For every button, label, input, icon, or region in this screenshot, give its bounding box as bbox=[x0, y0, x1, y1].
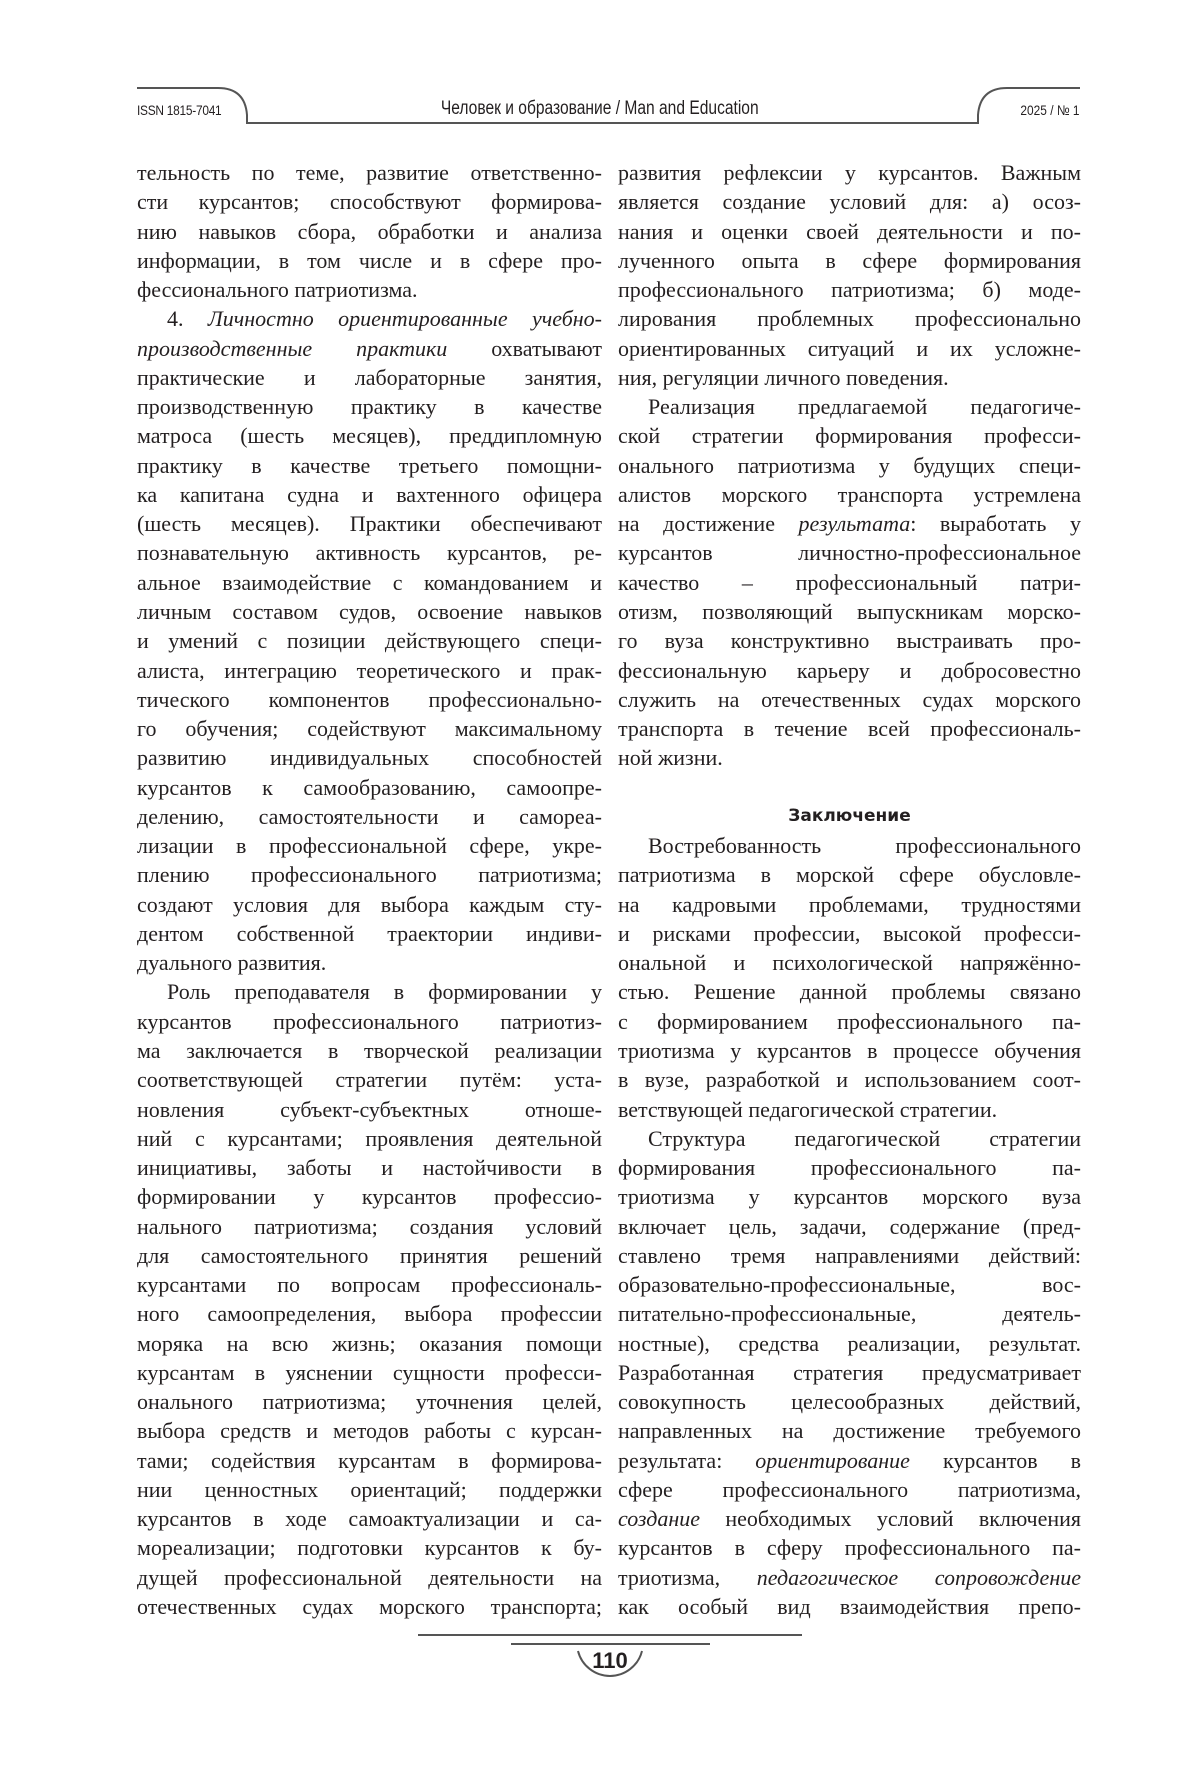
text-line: ного самоопределения, выбора профессии bbox=[137, 1299, 602, 1328]
text-line: инициативы, заботы и настойчивости в bbox=[137, 1153, 602, 1182]
text-line: альное взаимодействие с командованием и bbox=[137, 568, 602, 597]
text-line: го обучения; содействуют максимальному bbox=[137, 714, 602, 743]
text-line: нии ценностных ориентаций; поддержки bbox=[137, 1475, 602, 1504]
text-line bbox=[618, 773, 1081, 802]
italic-text: ориентирование bbox=[755, 1448, 910, 1473]
text-line: практические и лабораторные занятия, bbox=[137, 363, 602, 392]
text-line: курсантами по вопросам профессиональ- bbox=[137, 1270, 602, 1299]
text-line: курсантов профессионального патриотиз- bbox=[137, 1007, 602, 1036]
text-line: дущей профессиональной деятельности на bbox=[137, 1563, 602, 1592]
text-line: моряка на всю жизнь; оказания помощи bbox=[137, 1329, 602, 1358]
text-line: и умений с позиции действующего специ- bbox=[137, 626, 602, 655]
text-line bbox=[618, 509, 1081, 538]
text-line: ориентированных ситуаций и их усложне- bbox=[618, 334, 1081, 363]
issn: ISSN 1815-7041 bbox=[137, 102, 221, 118]
text-run: курсантов в bbox=[910, 1448, 1081, 1473]
journal-title-text: Человек и образование / Man and Education bbox=[441, 98, 759, 120]
text-line: образовательно-профессиональные, вос- bbox=[618, 1270, 1081, 1299]
text-line: питательно-профессиональные, деятель- bbox=[618, 1299, 1081, 1328]
text-line: алиста, интеграцию теоретического и прак- bbox=[137, 656, 602, 685]
text-run: триотизма, bbox=[618, 1565, 757, 1590]
italic-text: производственные практики bbox=[137, 336, 447, 361]
text-line: для самостоятельного принятия решений bbox=[137, 1241, 602, 1270]
text-run: 4. bbox=[167, 306, 208, 331]
text-line: Структура педагогической стратегии bbox=[618, 1124, 1081, 1153]
text-line: формировании у курсантов профессио- bbox=[137, 1182, 602, 1211]
text-line: развитию индивидуальных способностей bbox=[137, 743, 602, 772]
text-line bbox=[137, 334, 602, 363]
text-line: (шесть месяцев). Практики обеспечивают bbox=[137, 509, 602, 538]
page-number: 110 bbox=[570, 1648, 650, 1674]
text-line: лизации в профессиональной сфере, укре- bbox=[137, 831, 602, 860]
text-line: курсантов в ходе самоактуализации и са- bbox=[137, 1504, 602, 1533]
text-run: необходимых условий включения bbox=[700, 1506, 1081, 1531]
text-line: тельность по теме, развитие ответственно- bbox=[137, 158, 602, 187]
text-line: ставлено тремя направлениями действий: bbox=[618, 1241, 1081, 1270]
text-line: как особый вид взаимодействия препо- bbox=[618, 1592, 1081, 1621]
left-column bbox=[137, 158, 602, 1621]
text-line: Реализация предлагаемой педагогиче- bbox=[618, 392, 1081, 421]
text-line: качество – профессиональный патри- bbox=[618, 568, 1081, 597]
text-line: транспорта в течение всей профессиональ- bbox=[618, 714, 1081, 743]
text-line: информации, в том числе и в сфере про- bbox=[137, 246, 602, 275]
text-line: курсантов в сферу профессионального па- bbox=[618, 1533, 1081, 1562]
text-line: курсантов к самообразованию, самоопре- bbox=[137, 773, 602, 802]
text-line: личным составом судов, освоение навыков bbox=[137, 597, 602, 626]
text-run: : выработать у bbox=[910, 511, 1081, 536]
text-line: делению, самостоятельности и самореа- bbox=[137, 802, 602, 831]
text-line: курсантам в уяснении сущности професси- bbox=[137, 1358, 602, 1387]
text-line: онального патриотизма у будущих специ- bbox=[618, 451, 1081, 480]
text-line: тами; содействия курсантам в формирова- bbox=[137, 1446, 602, 1475]
text-run: охватывают bbox=[447, 336, 602, 361]
italic-text: результата bbox=[799, 511, 911, 536]
text-line: ской стратегии формирования професси- bbox=[618, 421, 1081, 450]
text-line: мореализации; подготовки курсантов к бу- bbox=[137, 1533, 602, 1562]
text-line: ний с курсантами; проявления деятельной bbox=[137, 1124, 602, 1153]
italic-text: создание bbox=[618, 1506, 700, 1531]
text-line: ния, регуляции личного поведения. bbox=[618, 363, 1081, 392]
text-line bbox=[618, 1563, 1081, 1592]
issue-number: 2025 / № 1 bbox=[1021, 102, 1080, 118]
text-line: курсантов личностно-профессиональное bbox=[618, 538, 1081, 567]
text-line: ональной и психологической напряжённо- bbox=[618, 948, 1081, 977]
text-line: дуального развития. bbox=[137, 948, 602, 977]
text-line: сфере профессионального патриотизма, bbox=[618, 1475, 1081, 1504]
text-line: сти курсантов; способствуют формирова- bbox=[137, 187, 602, 216]
section-heading: Заключение bbox=[618, 802, 1081, 831]
text-line: нания и оценки своей деятельности и по- bbox=[618, 217, 1081, 246]
text-line: стью. Решение данной проблемы связано bbox=[618, 977, 1081, 1006]
text-line: ностные), средства реализации, результат. bbox=[618, 1329, 1081, 1358]
text-line: в вузе, разработкой и использованием соот- bbox=[618, 1065, 1081, 1094]
text-line: отизм, позволяющий выпускникам морско- bbox=[618, 597, 1081, 626]
text-line: Разработанная стратегия предусматривает bbox=[618, 1358, 1081, 1387]
text-line: ка капитана судна и вахтенного офицера bbox=[137, 480, 602, 509]
text-line: включает цель, задачи, содержание (пред- bbox=[618, 1212, 1081, 1241]
italic-text: педагогическое сопровождение bbox=[757, 1565, 1081, 1590]
text-line: на кадровыми проблемами, трудностями bbox=[618, 890, 1081, 919]
text-line: лирования проблемных профессионально bbox=[618, 304, 1081, 333]
text-line: отечественных судах морского транспорта; bbox=[137, 1592, 602, 1621]
text-line: практику в качестве третьего помощни- bbox=[137, 451, 602, 480]
text-line: плению профессионального патриотизма; bbox=[137, 860, 602, 889]
text-line: ветствующей педагогической стратегии. bbox=[618, 1095, 1081, 1124]
text-line: направленных на достижение требуемого bbox=[618, 1416, 1081, 1445]
text-line: профессионального патриотизма; б) моде- bbox=[618, 275, 1081, 304]
text-line: алистов морского транспорта устремлена bbox=[618, 480, 1081, 509]
text-line: выбора средств и методов работы с курсан- bbox=[137, 1416, 602, 1445]
text-line: совокупность целесообразных действий, bbox=[618, 1387, 1081, 1416]
text-line: триотизма у курсантов морского вуза bbox=[618, 1182, 1081, 1211]
text-line: Востребованность профессионального bbox=[618, 831, 1081, 860]
text-line: является создание условий для: а) осоз- bbox=[618, 187, 1081, 216]
text-line: тического компонентов профессионально- bbox=[137, 685, 602, 714]
text-line: с формированием профессионального па- bbox=[618, 1007, 1081, 1036]
text-line: дентом собственной траектории индиви- bbox=[137, 919, 602, 948]
text-line: нию навыков сбора, обработки и анализа bbox=[137, 217, 602, 246]
text-line: фессиональную карьеру и добросовестно bbox=[618, 656, 1081, 685]
text-line: формирования профессионального па- bbox=[618, 1153, 1081, 1182]
text-line: ма заключается в творческой реализации bbox=[137, 1036, 602, 1065]
text-line bbox=[137, 304, 602, 333]
italic-text: Личностно ориентированные учебно- bbox=[208, 306, 602, 331]
text-line: го вуза конструктивно выстраивать про- bbox=[618, 626, 1081, 655]
text-line: нального патриотизма; создания условий bbox=[137, 1212, 602, 1241]
text-line: фессионального патриотизма. bbox=[137, 275, 602, 304]
text-line: онального патриотизма; уточнения целей, bbox=[137, 1387, 602, 1416]
text-line: служить на отечественных судах морского bbox=[618, 685, 1081, 714]
text-line: триотизма у курсантов в процессе обучения bbox=[618, 1036, 1081, 1065]
text-line: патриотизма в морской сфере обусловле- bbox=[618, 860, 1081, 889]
text-line: и рисками профессии, высокой професси- bbox=[618, 919, 1081, 948]
text-line bbox=[618, 1504, 1081, 1533]
text-line: развития рефлексии у курсантов. Важным bbox=[618, 158, 1081, 187]
text-line: Роль преподавателя в формировании у bbox=[137, 977, 602, 1006]
text-run: на достижение bbox=[618, 511, 799, 536]
text-line: познавательную активность курсантов, ре- bbox=[137, 538, 602, 567]
right-column bbox=[618, 158, 1081, 1621]
text-line: матроса (шесть месяцев), преддипломную bbox=[137, 421, 602, 450]
text-line: лученного опыта в сфере формирования bbox=[618, 246, 1081, 275]
text-run: результата: bbox=[618, 1448, 755, 1473]
text-line: создают условия для выбора каждым сту- bbox=[137, 890, 602, 919]
text-line: производственную практику в качестве bbox=[137, 392, 602, 421]
text-line: ной жизни. bbox=[618, 743, 1081, 772]
text-line: новления субъект-субъектных отноше- bbox=[137, 1095, 602, 1124]
text-line bbox=[618, 1446, 1081, 1475]
text-line: соответствующей стратегии путём: уста- bbox=[137, 1065, 602, 1094]
